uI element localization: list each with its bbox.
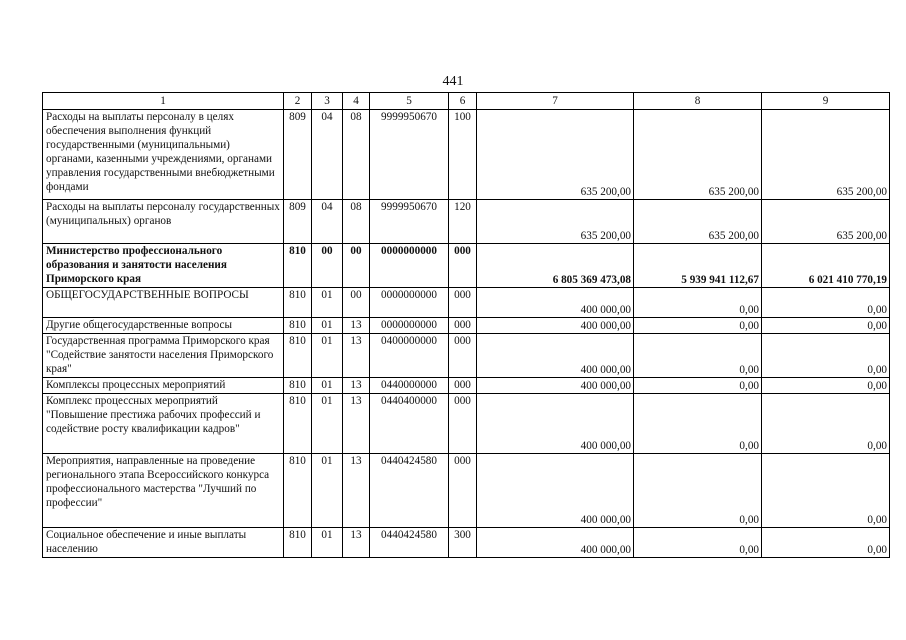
row-code-2: 810	[284, 244, 312, 288]
row-amount-8: 0,00	[634, 378, 762, 394]
table-row	[43, 318, 890, 334]
row-amount-8: 0,00	[634, 454, 762, 528]
row-code-5: 0000000000	[370, 288, 449, 318]
row-code-6: 100	[449, 110, 477, 200]
row-code-5: 0400000000	[370, 334, 449, 378]
row-amount-7: 635 200,00	[477, 110, 634, 200]
table-row	[43, 110, 890, 200]
row-code-6: 300	[449, 528, 477, 558]
row-amount-7: 6 805 369 473,08	[477, 244, 634, 288]
row-code-5: 0440400000	[370, 394, 449, 454]
row-amount-7: 400 000,00	[477, 288, 634, 318]
row-code-6: 000	[449, 454, 477, 528]
row-code-6: 000	[449, 334, 477, 378]
row-name: Расходы на выплаты персоналу в целях обеспечения выполнения функций государственными (муниципальными) органами, казенными учреждениями, органами управления государственными внебюджетными фондами	[43, 110, 284, 200]
table-row	[43, 288, 890, 318]
row-amount-8: 635 200,00	[634, 200, 762, 244]
row-amount-8: 0,00	[634, 334, 762, 378]
row-amount-9: 0,00	[762, 528, 890, 558]
row-amount-8: 0,00	[634, 288, 762, 318]
table-row	[43, 454, 890, 528]
row-amount-7: 635 200,00	[477, 200, 634, 244]
row-amount-9: 635 200,00	[762, 110, 890, 200]
row-code-4: 13	[343, 318, 370, 334]
row-code-2: 810	[284, 334, 312, 378]
table-row	[43, 334, 890, 378]
row-code-4: 13	[343, 334, 370, 378]
row-name: Расходы на выплаты персоналу государственных (муниципальных) органов	[43, 200, 284, 244]
header-cell-3: 3	[312, 93, 343, 110]
row-code-5: 0000000000	[370, 244, 449, 288]
row-amount-7: 400 000,00	[477, 394, 634, 454]
header-cell-4: 4	[343, 93, 370, 110]
row-code-3: 01	[312, 378, 343, 394]
row-amount-8: 5 939 941 112,67	[634, 244, 762, 288]
header-cell-7: 7	[477, 93, 634, 110]
row-code-3: 01	[312, 528, 343, 558]
row-amount-9: 0,00	[762, 394, 890, 454]
row-code-2: 809	[284, 200, 312, 244]
header-row	[43, 93, 890, 110]
row-code-2: 809	[284, 110, 312, 200]
row-code-2: 810	[284, 378, 312, 394]
row-amount-7: 400 000,00	[477, 318, 634, 334]
row-amount-7: 400 000,00	[477, 454, 634, 528]
row-code-4: 13	[343, 528, 370, 558]
row-amount-9: 0,00	[762, 378, 890, 394]
row-code-6: 000	[449, 244, 477, 288]
row-code-4: 13	[343, 378, 370, 394]
row-code-3: 01	[312, 454, 343, 528]
row-amount-7: 400 000,00	[477, 528, 634, 558]
row-code-3: 01	[312, 334, 343, 378]
row-name: Социальное обеспечение и иные выплаты населению	[43, 528, 284, 558]
header-cell-2: 2	[284, 93, 312, 110]
row-code-5: 0440424580	[370, 454, 449, 528]
row-amount-8: 0,00	[634, 318, 762, 334]
row-amount-7: 400 000,00	[477, 334, 634, 378]
row-code-3: 04	[312, 110, 343, 200]
row-amount-9: 6 021 410 770,19	[762, 244, 890, 288]
row-amount-9: 635 200,00	[762, 200, 890, 244]
table-row	[43, 394, 890, 454]
row-code-5: 0440424580	[370, 528, 449, 558]
row-code-4: 13	[343, 454, 370, 528]
row-code-5: 9999950670	[370, 200, 449, 244]
budget-table	[42, 92, 890, 558]
row-code-2: 810	[284, 528, 312, 558]
row-code-3: 01	[312, 394, 343, 454]
row-name: Мероприятия, направленные на проведение регионального этапа Всероссийского конкурса профессионального мастерства "Лучший по профессии"	[43, 454, 284, 528]
table-row	[43, 528, 890, 558]
row-amount-9: 0,00	[762, 334, 890, 378]
row-code-6: 000	[449, 378, 477, 394]
row-code-6: 000	[449, 288, 477, 318]
row-code-3: 01	[312, 318, 343, 334]
row-code-3: 00	[312, 244, 343, 288]
table-row	[43, 200, 890, 244]
row-code-6: 000	[449, 394, 477, 454]
header-cell-9: 9	[762, 93, 890, 110]
row-code-4: 08	[343, 110, 370, 200]
row-name: Государственная программа Приморского края "Содействие занятости населения Приморского края"	[43, 334, 284, 378]
row-code-3: 04	[312, 200, 343, 244]
row-code-5: 0000000000	[370, 318, 449, 334]
row-name: Другие общегосударственные вопросы	[43, 318, 284, 334]
table-row	[43, 244, 890, 288]
row-name: Министерство профессионального образования и занятости населения Приморского края	[43, 244, 284, 288]
page-number: 441	[442, 74, 464, 89]
row-code-4: 00	[343, 244, 370, 288]
row-code-6: 000	[449, 318, 477, 334]
row-amount-9: 0,00	[762, 288, 890, 318]
row-amount-9: 0,00	[762, 454, 890, 528]
row-amount-9: 0,00	[762, 318, 890, 334]
row-code-2: 810	[284, 318, 312, 334]
header-cell-5: 5	[370, 93, 449, 110]
header-cell-1: 1	[43, 93, 284, 110]
row-code-4: 00	[343, 288, 370, 318]
row-name: Комплексы процессных мероприятий	[43, 378, 284, 394]
row-code-2: 810	[284, 288, 312, 318]
row-code-6: 120	[449, 200, 477, 244]
row-name: Комплекс процессных мероприятий "Повышение престижа рабочих профессий и содействие росту квалификации кадров"	[43, 394, 284, 454]
row-code-4: 13	[343, 394, 370, 454]
row-code-5: 9999950670	[370, 110, 449, 200]
row-amount-8: 0,00	[634, 528, 762, 558]
row-code-2: 810	[284, 454, 312, 528]
row-code-3: 01	[312, 288, 343, 318]
row-code-2: 810	[284, 394, 312, 454]
table-row	[43, 378, 890, 394]
row-code-5: 0440000000	[370, 378, 449, 394]
row-amount-8: 0,00	[634, 394, 762, 454]
row-amount-8: 635 200,00	[634, 110, 762, 200]
row-amount-7: 400 000,00	[477, 378, 634, 394]
row-name: ОБЩЕГОСУДАРСТВЕННЫЕ ВОПРОСЫ	[43, 288, 284, 318]
header-cell-6: 6	[449, 93, 477, 110]
row-code-4: 08	[343, 200, 370, 244]
header-cell-8: 8	[634, 93, 762, 110]
